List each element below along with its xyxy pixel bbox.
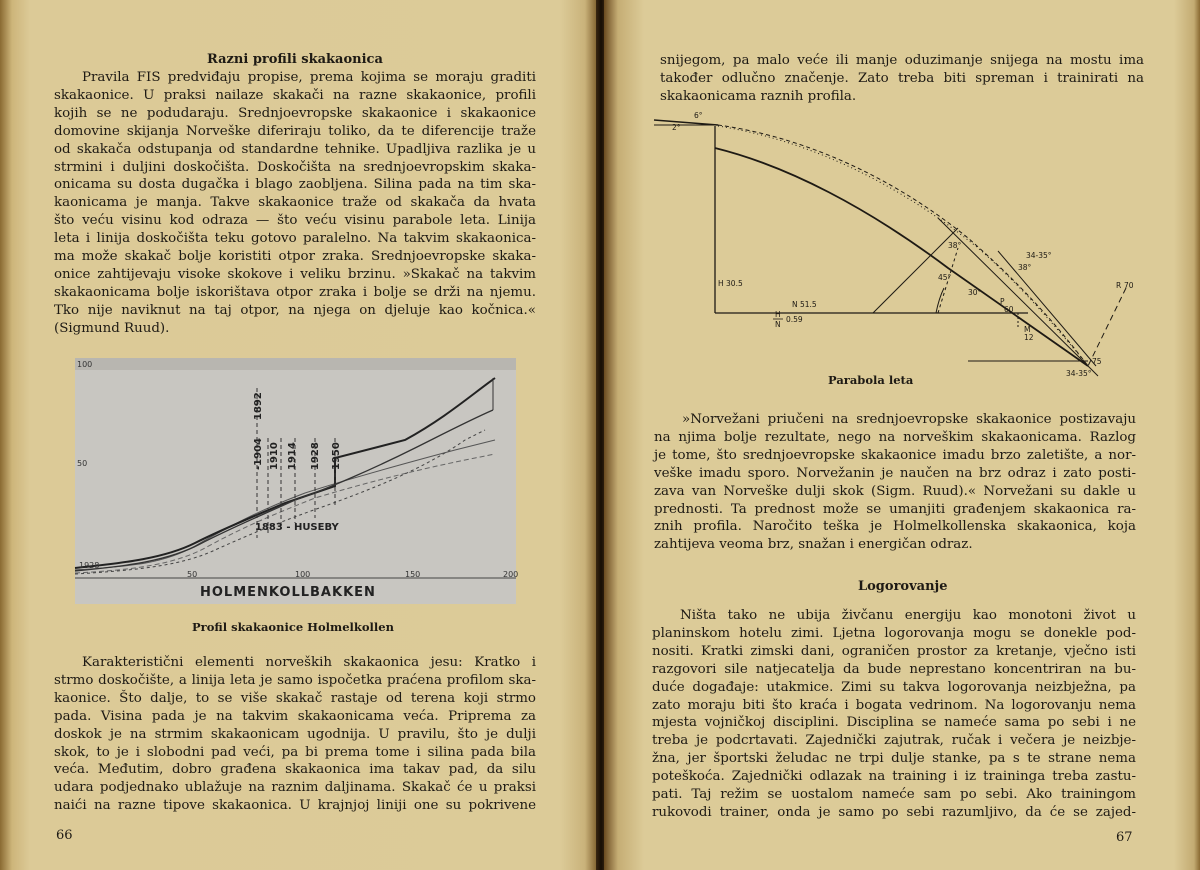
text-line: Pravila FIS predviđaju propise, prema kojima se moraju graditi: [82, 70, 536, 85]
label-75: 75: [1092, 357, 1102, 366]
label-ratio-n: N: [775, 320, 781, 329]
text-line: skakaonicama bolje iskorištava otpor zraka i bolje se drži na njemu.: [54, 284, 536, 300]
text-line: duće događaje: utakmice. Zimi su takva logorovanja neizbježna, pa: [652, 679, 1136, 695]
label-ratio-value: 0.59: [786, 315, 803, 324]
text-line: rukovodi trainer, onda je samo po sebi razumljivo, da će se zajed-: [652, 804, 1136, 820]
label-34-35-deg-top: 34-35°: [1026, 251, 1052, 260]
text-line: skakaonicama raznih profila.: [660, 88, 857, 104]
label-r-70: 70: [1124, 281, 1134, 290]
label-m-12: 12: [1024, 333, 1034, 342]
page-number-right: 67: [1116, 830, 1133, 845]
text-line: kaonicama je manja. Takve skakaonice traže od skakača da hvata: [54, 195, 536, 211]
text-line: leta i linija doskočišta teku gotovo paralelno. Na takvim skakaonica-: [54, 231, 536, 247]
section-heading-logorovanje: Logorovanje: [858, 579, 948, 594]
year-label-1910: 1910: [269, 442, 280, 470]
text-line: skok, to je i slobodni pad veći, pa bi prema tome i silina pada bila: [54, 744, 536, 760]
text-line: strmo doskočište, a linija leta je samo ispočetka praćena profilom ska-: [54, 672, 536, 688]
paragraph-fis-rules: [54, 69, 536, 338]
text-line: Tko nije naviknut na taj otpor, na njega on djeluje kao kočnica.«: [54, 302, 536, 318]
text-line: zahtijeva veoma brz, snažan i energičan odraz.: [654, 537, 973, 553]
label-45-deg: 45°: [938, 273, 952, 282]
year-label-1904: -1904: [253, 438, 264, 470]
text-line: pati. Taj režim se uostalom nameće sam po sebi. Ako trainingom: [652, 787, 1136, 803]
text-line: domovine skijanja Norveške diferiraju toliko, da te diferencije traže: [54, 123, 536, 139]
label-38-deg-a: 38°: [948, 241, 962, 250]
base-year-label: 1928: [79, 561, 100, 570]
holmenkollen-profile-photo: [75, 358, 519, 604]
axis-tick-50: 50: [187, 570, 198, 579]
left-axis-label-top: 100: [77, 360, 93, 369]
chart-title-holmenkollbakken: HOLMENKOLLBAKKEN: [200, 585, 376, 600]
text-line: Ništa tako ne ubija živčanu energiju kao monotoni život u: [680, 608, 1136, 623]
section-heading-profiles: Razni profili skakaonica: [207, 52, 383, 67]
label-n-51-5: N 51.5: [792, 300, 817, 309]
label-p-60: 60: [1004, 305, 1014, 314]
label-h-30-5: H 30.5: [718, 279, 743, 288]
page-number-left: 66: [56, 828, 73, 843]
text-line: planinskom hotelu zimi. Ljetna logorovanja mogu se donekle pod-: [652, 625, 1136, 641]
text-line: zato moraju biti što kraća i bogata vedrinom. Na logorovanju nema: [652, 697, 1136, 713]
axis-tick-150: 150: [405, 570, 421, 579]
figure-caption-parabola: Parabola leta: [828, 373, 914, 387]
left-axis-label-mid: 50: [77, 459, 88, 468]
label-34-35-deg-bottom: 34-35°: [1066, 369, 1092, 378]
paragraph-snow-continuation: [660, 52, 1144, 106]
text-line: mjesta vojničkoj disciplini. Disciplina se nameće sama po sebi i ne: [652, 715, 1136, 731]
paragraph-norwegians-trained: [654, 411, 1136, 554]
label-angle-6: 6°: [694, 111, 703, 120]
text-line: »Norvežani priučeni na srednjoevropske skakaonice postizavaju: [682, 412, 1136, 427]
text-line: treba je podcrtavati. Zajednički zajutrak, ručak i večera je neizbje-: [652, 733, 1136, 749]
text-line: kojih se ne podudaraju. Srednjoevropske skakaonice i skakaonice: [54, 105, 536, 121]
text-line: zava van Norveške dulji skok (Sigm. Ruud).« Norvežani su dakle u: [654, 483, 1136, 499]
text-line: udara podjednako ublažuje na raznim daljinama. Skakač će u praksi: [54, 780, 536, 796]
text-line: žna, jer športski želudac ne trpi dulje stanke, pa s te strane nema: [652, 751, 1136, 767]
text-line: što veću visinu kod odraza — što veću visinu parabole leta. Linija: [54, 213, 536, 229]
text-line: od skakača odstupanja od standardne tehnike. Upadljiva razlika je u: [54, 141, 536, 157]
text-line: kaonice. Što dalje, to se više skakač rastaje od terena koji strmo: [54, 690, 536, 706]
flight-parabola-diagram: [648, 108, 1158, 388]
text-line: onice zahtijevaju visoke skokove i veliku brzinu. »Skakač na takvim: [54, 266, 536, 282]
label-m: M: [1024, 325, 1031, 334]
text-line: nositi. Kratki zimski dani, ograničen prostor za kretanje, vječno isti: [652, 643, 1136, 659]
year-label-1892: 1892: [253, 392, 264, 420]
text-line: Karakteristični elementi norveških skakaonica jesu: Kratko i: [82, 655, 536, 670]
holmenkollen-profile-chart: [75, 358, 519, 604]
text-line: veća. Međutim, dobro građena skakaonica ima takav pad, da silu: [54, 762, 536, 778]
text-line: skakaonice. U praksi nailaze skakači na razne skakaonice, profili: [54, 87, 536, 103]
text-line: ma može skakač bolje koristiti otpor zraka. Srednjoevropske skaka-: [54, 249, 536, 265]
text-line: znih profila. Naročito teška je Holmelkollenska skakaonica, koja: [654, 519, 1136, 535]
year-label-1950: 1950: [331, 442, 342, 470]
paragraph-camp-life: [652, 607, 1136, 822]
axis-tick-200: 200: [503, 570, 519, 579]
year-label-1914: 1914: [287, 442, 298, 470]
text-line: naići na razne tipove skakaonica. U krajnjoj liniji one su pokrivene: [54, 798, 536, 814]
text-line: veške imadu sporo. Norvežanin je naučen na brz odraz i zato posti-: [654, 465, 1136, 481]
text-line: pada. Visina pada je na takvim skakaonicama veća. Priprema za: [54, 708, 536, 724]
text-line: je tome, što srednjoevropske skakaonice imadu brzo zaletište, a nor-: [654, 447, 1136, 463]
huseby-marker-label: 1883 - HUSEBY: [255, 522, 339, 533]
label-p: P: [1000, 297, 1005, 306]
label-30-deg: 30°: [968, 288, 982, 297]
text-line: prednosti. Ta prednost može se umanjiti građenjem skakaonica ra-: [654, 501, 1136, 517]
text-line: strmini i duljini doskočišta. Doskočišta na srednjoevropskim skaka-: [54, 159, 536, 175]
label-ratio-h: H: [775, 310, 781, 319]
text-line: poteškoća. Zajednički odlazak na training i iz traininga treba zastu-: [652, 769, 1136, 785]
text-line: razgovori sile natjecatelja da bude neprestano koncentriran na bu-: [652, 661, 1136, 677]
text-line: onicama su dosta dugačka i blago zaobljena. Silina pada na tim ska-: [54, 177, 536, 193]
right-page: [604, 0, 1200, 870]
year-label-1928: 1928: [310, 442, 321, 470]
figure-caption-holmelkollen: Profil skakaonice Holmelkollen: [192, 620, 394, 634]
left-page: [0, 0, 598, 870]
text-line: (Sigmund Ruud).: [54, 320, 170, 336]
paragraph-norwegian-elements: [54, 654, 536, 815]
text-line: na njima bolje rezultate, nego na norveškim skakaonicama. Razlog: [654, 429, 1136, 445]
label-r: R: [1116, 281, 1122, 290]
label-38-deg-b: 38°: [1018, 263, 1032, 272]
axis-tick-100: 100: [295, 570, 311, 579]
label-angle-2: 2°: [672, 123, 681, 132]
text-line: također odlučno značenje. Zato treba biti spreman i trainirati na: [660, 70, 1144, 86]
text-line: doskok je na strmim skakaonicam ugodnija. U pravilu, što je dulji: [54, 726, 536, 742]
text-line: snijegom, pa malo veće ili manje oduzimanje snijega na mostu ima: [660, 53, 1144, 68]
